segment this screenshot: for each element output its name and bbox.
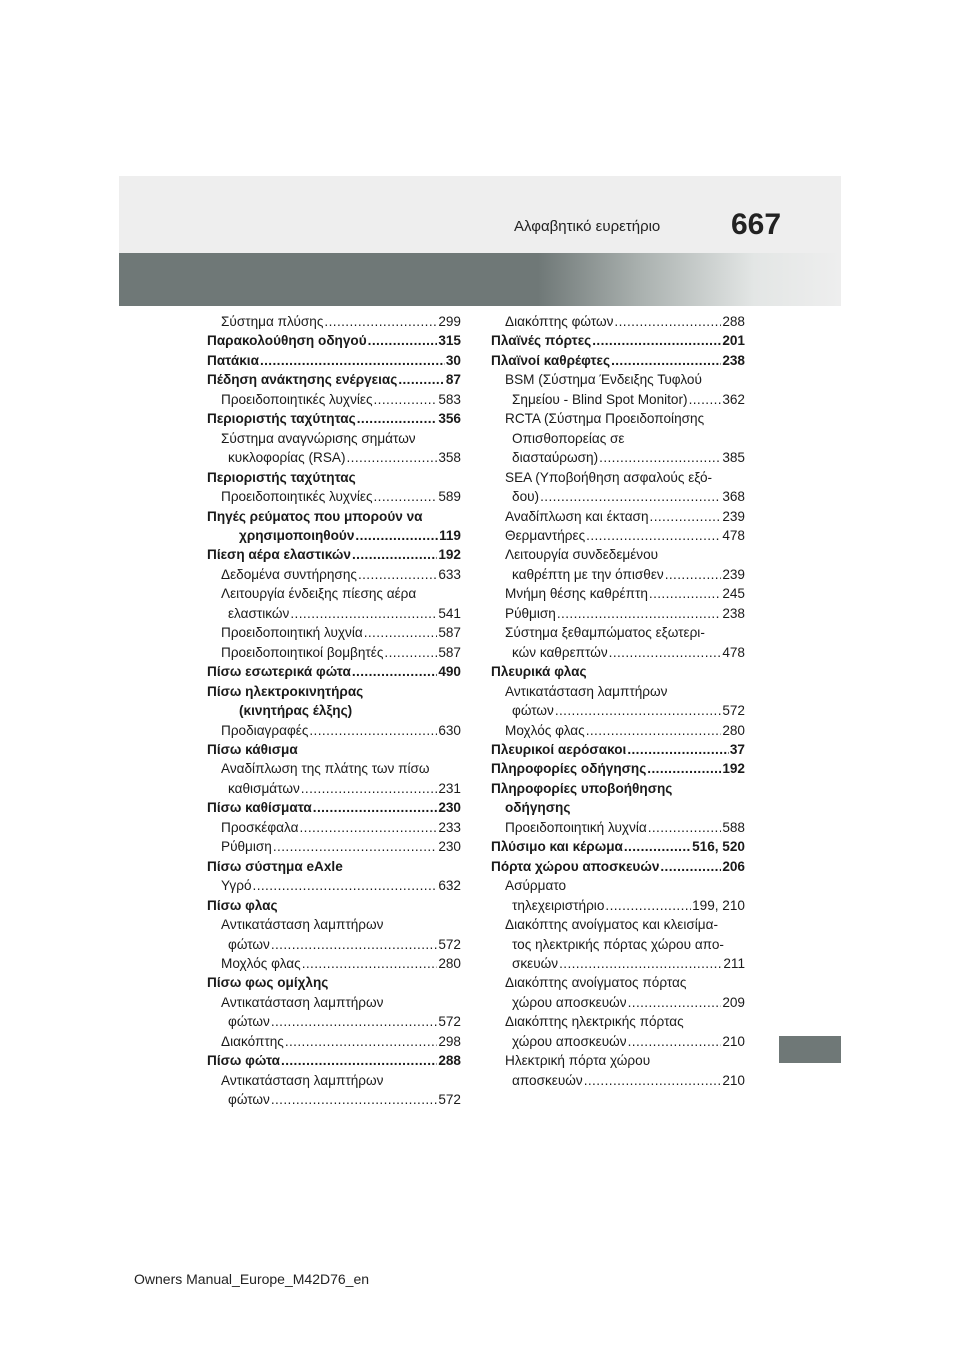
index-entry: [207, 331, 461, 350]
dot-leader: [557, 604, 721, 623]
index-entry-page: 280: [722, 722, 745, 738]
dot-leader: [352, 545, 437, 564]
index-entry-text: Λειτουργία ένδειξης πίεσης αέρα: [221, 586, 417, 602]
index-entry: [491, 1051, 745, 1070]
index-entry: [207, 526, 461, 545]
index-entry-page: 192: [722, 761, 745, 777]
index-entry-page: 588: [722, 819, 745, 835]
dot-leader: [614, 312, 721, 331]
dot-leader: [555, 701, 721, 720]
index-entry-text: Αναδίπλωση και έκταση: [505, 508, 649, 524]
header-band: [119, 253, 841, 306]
index-entry-page: 209: [722, 994, 745, 1010]
index-entry-text: Σύστημα ξεθαμπώματος εξωτερι-: [505, 625, 705, 641]
index-entry-page: 245: [722, 586, 745, 602]
index-entry: [207, 662, 461, 681]
index-entry-page: 238: [722, 605, 745, 621]
index-entry: [491, 487, 745, 506]
dot-leader: [648, 818, 722, 837]
index-entry-page: 490: [438, 664, 461, 680]
index-entry: [491, 390, 745, 409]
index-entry-page: 633: [438, 566, 461, 582]
dot-leader: [660, 857, 721, 876]
index-entry: [491, 857, 745, 876]
index-entry: [207, 682, 461, 701]
index-entry-text: φώτων: [228, 936, 270, 952]
index-entry-page: 192: [438, 547, 461, 563]
index-entry-text: καθρέπτη με την όπισθεν: [512, 566, 664, 582]
index-entry-text: Διακόπτης ανοίγματος και κλεισίμα-: [505, 917, 718, 933]
index-entry: [207, 973, 461, 992]
dot-leader: [540, 487, 721, 506]
index-entry: [491, 837, 745, 856]
index-entry-text: SEA (Υποβοήθηση ασφαλούς εξό-: [505, 469, 713, 485]
dot-leader: [273, 837, 437, 856]
index-entry-page: 87: [445, 372, 461, 388]
index-entry-page: 210: [722, 1033, 745, 1049]
index-entry-page: 199, 210: [692, 897, 745, 913]
dot-leader: [592, 331, 721, 350]
dot-leader: [586, 721, 722, 740]
dot-leader: [611, 351, 721, 370]
index-entry: [491, 468, 745, 487]
index-entry: [491, 915, 745, 934]
index-entry-text: κυκλοφορίας (RSA): [228, 450, 346, 466]
dot-leader: [271, 1090, 437, 1109]
index-entry: [491, 973, 745, 992]
index-entry: [207, 721, 461, 740]
index-entry-page: 231: [438, 780, 461, 796]
index-entry: [207, 1051, 461, 1070]
index-entry-text: Θερμαντήρες: [505, 527, 586, 543]
dot-leader: [285, 1032, 437, 1051]
dot-leader: [364, 623, 438, 642]
index-entry-page: 385: [722, 450, 745, 466]
index-entry-text: Διακόπτης ανοίγματος πόρτας: [505, 975, 687, 991]
index-entry: [207, 1090, 461, 1109]
page-number: 667: [731, 208, 782, 241]
dot-leader: [309, 721, 437, 740]
dot-leader: [260, 351, 445, 370]
dot-leader: [384, 643, 437, 662]
dot-leader: [374, 390, 438, 409]
index-entry: [207, 351, 461, 370]
index-entry: [207, 740, 461, 759]
index-entry-text: Πατάκια: [207, 352, 259, 368]
dot-leader: [271, 935, 437, 954]
index-entry: [207, 1032, 461, 1051]
index-entry-page: 587: [438, 625, 461, 641]
dot-leader: [398, 370, 445, 389]
index-entry-page: 632: [438, 878, 461, 894]
dot-leader: [301, 779, 438, 798]
index-entry-text: (κινητήρας έλξης): [239, 703, 353, 719]
index-entry-text: Πέδηση ανάκτησης ενέργειας: [207, 372, 398, 388]
index-entry: [491, 351, 745, 370]
index-entry-text: Οπισθοπορείας σε: [512, 430, 625, 446]
dot-leader: [324, 312, 437, 331]
index-entry: [491, 507, 745, 526]
index-entry: [491, 643, 745, 662]
index-entry-page: 239: [722, 566, 745, 582]
index-entry: [491, 584, 745, 603]
index-entry: [491, 1032, 745, 1051]
index-entry: [207, 409, 461, 428]
index-entry-text: Ρύθμιση: [221, 839, 272, 855]
index-entry: [207, 779, 461, 798]
index-entry: [491, 526, 745, 545]
index-entry: [207, 857, 461, 876]
index-entry-text: Μοχλός φλας: [221, 955, 301, 971]
dot-leader: [355, 526, 438, 545]
dot-leader: [628, 1032, 722, 1051]
index-entry-text: Πίσω κάθισμα: [207, 741, 298, 757]
dot-leader: [357, 409, 438, 428]
dot-leader: [347, 448, 438, 467]
index-entry-text: τηλεχειριστήριο: [512, 897, 605, 913]
index-entry: [207, 818, 461, 837]
index-entry-page: 119: [439, 527, 461, 543]
index-entry-page: 589: [438, 489, 461, 505]
index-entry: [491, 331, 745, 350]
section-title: Αλφαβητικό ευρετήριο: [514, 218, 661, 235]
index-entry-text: Περιοριστής ταχύτητας: [207, 469, 356, 485]
index-entry: [491, 682, 745, 701]
index-entry: [491, 565, 745, 584]
index-entry: [491, 935, 745, 954]
index-entry: [491, 448, 745, 467]
index-entry-text: Πλευρικά φλας: [491, 664, 587, 680]
index-entry-text: Διακόπτης φώτων: [505, 314, 614, 329]
index-entry-text: φώτων: [228, 1092, 270, 1108]
index-entry-text: Πίσω καθίσματα: [207, 800, 312, 816]
index-entry-page: 362: [722, 391, 745, 407]
index-entry-text: αποσκευών: [512, 1072, 583, 1088]
index-entry-text: Ηλεκτρική πόρτα χώρου: [505, 1053, 651, 1069]
index-entry-text: φώτων: [228, 1014, 270, 1030]
index-entry: [207, 1071, 461, 1090]
index-entry-text: Αντικατάσταση λαμπτήρων: [505, 683, 668, 699]
index-entry: [207, 448, 461, 467]
index-entry-page: 280: [438, 955, 461, 971]
index-entry: [207, 643, 461, 662]
index-entry-text: Πίεση αέρα ελαστικών: [207, 547, 351, 563]
dot-leader: [586, 526, 721, 545]
dot-leader: [628, 993, 722, 1012]
index-entry-text: Αντικατάσταση λαμπτήρων: [221, 1072, 384, 1088]
index-entry: [207, 1012, 461, 1031]
index-entry: [491, 798, 745, 817]
dot-leader: [650, 507, 722, 526]
dot-leader: [271, 1012, 437, 1031]
index-entry: [491, 993, 745, 1012]
index-entry-text: Πληροφορίες υποβοήθησης: [491, 780, 673, 796]
index-entry-page: 572: [722, 703, 745, 719]
index-entry-text: Σημείου - Blind Spot Monitor): [512, 391, 688, 407]
dot-leader: [368, 331, 438, 350]
index-entry-text: κών καθρεπτών: [512, 644, 608, 660]
index-entry-text: φώτων: [512, 703, 554, 719]
dot-leader: [649, 584, 721, 603]
index-entry: [207, 701, 461, 720]
index-entry-text: ελαστικών: [228, 605, 290, 621]
index-entry-page: 288: [438, 1053, 461, 1069]
index-entry-text: Πηγές ρεύματος που μπορούν να: [207, 508, 423, 524]
index-entry-page: 587: [438, 644, 461, 660]
index-entry: [207, 429, 461, 448]
index-entry: [491, 623, 745, 642]
index-entry-text: Αντικατάσταση λαμπτήρων: [221, 917, 384, 933]
index-tab-marker: [779, 1036, 841, 1063]
index-entry-page: 201: [722, 333, 745, 349]
index-entry-text: Σύστημα πλύσης: [221, 314, 324, 329]
index-entry-text: Δεδομένα συντήρησης: [221, 566, 357, 582]
index-entry-text: BSM (Σύστημα Ένδειξης Τυφλού: [505, 372, 702, 388]
index-entry: [491, 701, 745, 720]
dot-leader: [627, 740, 729, 759]
index-entry: [491, 779, 745, 798]
index-entry: [491, 429, 745, 448]
dot-leader: [647, 759, 721, 778]
index-entry-text: Αναδίπλωση της πλάτης των πίσω: [221, 761, 430, 777]
index-entry: [491, 1071, 745, 1090]
index-entry: [491, 312, 745, 331]
index-entry-text: Πλύσιμο και κέρωμα: [491, 839, 623, 855]
index-entry-text: RCTA (Σύστημα Προειδοποίησης: [505, 411, 705, 427]
index-entry-text: Πίσω φλας: [207, 897, 278, 913]
index-entry-text: Σύστημα αναγνώρισης σημάτων: [221, 430, 416, 446]
dot-leader: [290, 604, 437, 623]
dot-leader: [665, 565, 722, 584]
index-entry-text: Πληροφορίες οδήγησης: [491, 761, 647, 777]
index-entry-page: 233: [438, 819, 461, 835]
dot-leader: [609, 643, 722, 662]
index-entry-text: Προειδοποιητικές λυχνίες: [221, 391, 373, 407]
index-entry-page: 206: [722, 858, 745, 874]
index-entry: [207, 604, 461, 623]
index-entry: [207, 623, 461, 642]
index-entry: [207, 565, 461, 584]
dot-leader: [253, 876, 438, 895]
index-entry: [207, 876, 461, 895]
index-entry-text: Πίσω σύστημα eAxle: [207, 858, 343, 874]
index-entry-page: 572: [438, 1092, 461, 1108]
index-entry: [207, 487, 461, 506]
dot-leader: [313, 798, 438, 817]
dot-leader: [624, 837, 691, 856]
index-entry: [491, 896, 745, 915]
index-entry-text: χώρου αποσκευών: [512, 994, 627, 1010]
index-entry-page: 37: [729, 741, 745, 757]
index-entry-page: 298: [438, 1033, 461, 1049]
index-entry: [207, 896, 461, 915]
index-entry: [207, 370, 461, 389]
index-entry: [207, 993, 461, 1012]
dot-leader: [302, 954, 438, 973]
index-entry: [491, 876, 745, 895]
index-entry-page: 478: [722, 644, 745, 660]
index-entry: [207, 468, 461, 487]
dot-leader: [299, 818, 437, 837]
index-entry-page: 210: [722, 1072, 745, 1088]
index-entry: [207, 545, 461, 564]
index-entry-text: Προδιαγραφές: [221, 722, 309, 738]
index-entry-text: Αντικατάσταση λαμπτήρων: [221, 994, 384, 1010]
index-entry: [207, 915, 461, 934]
index-entry-page: 572: [438, 936, 461, 952]
index-entry-text: Πίσω φώτα: [207, 1053, 281, 1069]
index-entry-text: Μνήμη θέσης καθρέπτη: [505, 586, 648, 602]
index-entry: [491, 545, 745, 564]
index-entry: [491, 370, 745, 389]
dot-leader: [374, 487, 438, 506]
index-entry-text: Διακόπτης: [221, 1033, 284, 1049]
index-entry-text: Ρύθμιση: [505, 605, 556, 621]
index-entry-page: 30: [445, 352, 461, 368]
index-entry-text: δου): [512, 489, 540, 505]
index-entry-page: 299: [438, 314, 461, 329]
index-entry: [491, 740, 745, 759]
index-entry-page: 211: [723, 955, 745, 971]
index-entry-text: Διακόπτης ηλεκτρικής πόρτας: [505, 1014, 684, 1030]
index-entry: [207, 798, 461, 817]
index-entry-text: Παρακολούθηση οδηγού: [207, 333, 367, 349]
index-entry-text: τος ηλεκτρικής πόρτας χώρου απο-: [512, 936, 724, 952]
index-entry-page: 239: [722, 508, 745, 524]
dot-leader: [584, 1071, 722, 1090]
index-entry-text: Προειδοποιητική λυχνία: [221, 625, 363, 641]
index-entry: [207, 507, 461, 526]
dot-leader: [559, 954, 722, 973]
index-entry-page: 230: [438, 839, 461, 855]
index-entry: [491, 662, 745, 681]
index-entry-text: καθισμάτων: [228, 780, 300, 796]
index-entry-page: 630: [438, 722, 461, 738]
dot-leader: [281, 1051, 437, 1070]
index-entry-text: Πλαϊνές πόρτες: [491, 333, 592, 349]
index-entry-text: διασταύρωση): [512, 450, 599, 466]
index-column-right: [491, 312, 745, 1090]
dot-leader: [605, 896, 691, 915]
dot-leader: [689, 390, 722, 409]
dot-leader: [352, 662, 437, 681]
index-entry: [207, 954, 461, 973]
index-entry: [491, 721, 745, 740]
dot-leader: [599, 448, 721, 467]
index-entry-text: Πλευρικοί αερόσακοι: [491, 741, 627, 757]
index-entry-page: 230: [438, 800, 461, 816]
index-entry-text: Πίσω ηλεκτροκινητήρας: [207, 683, 364, 699]
index-entry-page: 288: [722, 314, 745, 329]
index-entry-page: 583: [438, 391, 461, 407]
index-entry-text: Πλαϊνοί καθρέφτες: [491, 352, 611, 368]
index-entry-page: 356: [438, 411, 461, 427]
dot-leader: [358, 565, 437, 584]
index-entry: [207, 312, 461, 331]
index-entry-text: Προειδοποιητικές λυχνίες: [221, 489, 373, 505]
index-entry: [491, 954, 745, 973]
index-entry-page: 368: [722, 489, 745, 505]
index-entry-page: 516, 520: [692, 839, 745, 855]
index-entry-text: Λειτουργία συνδεδεμένου: [505, 547, 659, 563]
index-entry-text: χώρου αποσκευών: [512, 1033, 627, 1049]
index-entry-page: 238: [722, 352, 745, 368]
index-entry-text: Περιοριστής ταχύτητας: [207, 411, 356, 427]
index-entry-text: Προσκέφαλα: [221, 819, 299, 835]
index-entry: [491, 759, 745, 778]
index-entry-text: Ασύρματο: [505, 878, 567, 894]
index-entry-page: 572: [438, 1014, 461, 1030]
index-entry-text: Υγρό: [221, 878, 252, 894]
index-entry-text: Προειδοποιητική λυχνία: [505, 819, 647, 835]
index-entry-text: Πίσω εσωτερικά φώτα: [207, 664, 351, 680]
index-entry-text: σκευών: [512, 955, 559, 971]
index-entry: [491, 604, 745, 623]
index-entry: [491, 409, 745, 428]
index-entry-text: οδήγησης: [505, 800, 571, 816]
index-column-left: [207, 312, 461, 1110]
index-entry-text: Πόρτα χώρου αποσκευών: [491, 858, 660, 874]
index-entry: [491, 1012, 745, 1031]
index-entry-page: 358: [438, 450, 461, 466]
index-entry-text: χρησιμοποιηθούν: [239, 527, 355, 543]
index-entry-text: Μοχλός φλας: [505, 722, 585, 738]
index-entry: [207, 759, 461, 778]
index-entry-page: 541: [438, 605, 461, 621]
index-entry: [207, 584, 461, 603]
index-entry-text: Πίσω φως ομίχλης: [207, 975, 329, 991]
footer-manual-id: Owners Manual_Europe_M42D76_en: [134, 1271, 370, 1287]
index-entry: [207, 837, 461, 856]
index-entry: [207, 935, 461, 954]
index-entry-page: 315: [438, 333, 461, 349]
index-entry: [207, 390, 461, 409]
index-entry-page: 478: [722, 527, 745, 543]
index-entry: [491, 818, 745, 837]
index-entry-text: Προειδοποιητικοί βομβητές: [221, 644, 384, 660]
